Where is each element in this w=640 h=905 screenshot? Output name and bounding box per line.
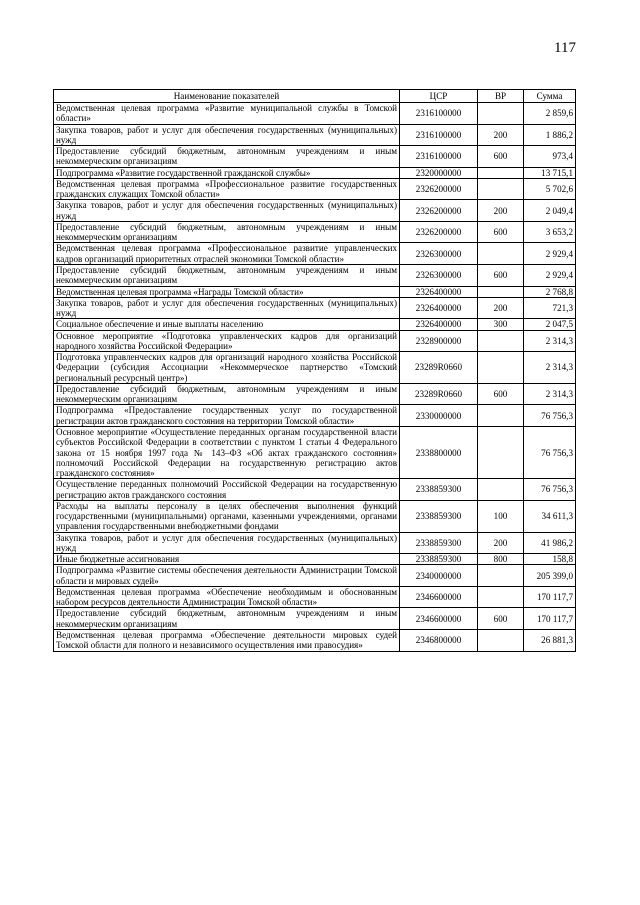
row-sum: 2 314,3 xyxy=(524,383,576,405)
row-name: Ведомственная целевая программа «Профессиональное развитие управленческих кадров организаций приоритетных отраслей экономики Томской области» xyxy=(54,243,400,265)
row-vr xyxy=(478,352,524,384)
row-name: Подготовка управленческих кадров для организаций народного хозяйства Российской Федерации (субсидия Ассоциации «Некоммерческое партнерство «Томский региональный ресурсный центр») xyxy=(54,352,400,384)
table-row xyxy=(54,426,576,478)
row-vr xyxy=(478,243,524,265)
row-csr: 2346600000 xyxy=(400,608,478,630)
row-csr: 2326300000 xyxy=(400,264,478,286)
table-row xyxy=(54,608,576,630)
row-name: Предоставление субсидий бюджетным, автономным учреждениям и иным некоммерческим организациям xyxy=(54,146,400,168)
table-row xyxy=(54,221,576,243)
row-sum: 2 047,5 xyxy=(524,319,576,330)
row-sum: 205 399,0 xyxy=(524,565,576,587)
row-vr xyxy=(478,330,524,352)
row-name: Подпрограмма «Предоставление государственных услуг по государственной регистрации актов гражданского состояния на территории Томской области» xyxy=(54,405,400,427)
row-sum: 3 653,2 xyxy=(524,221,576,243)
row-sum: 170 117,7 xyxy=(524,608,576,630)
row-csr: 2338859300 xyxy=(400,554,478,565)
row-vr: 200 xyxy=(478,200,524,222)
row-sum: 170 117,7 xyxy=(524,586,576,608)
row-vr xyxy=(478,586,524,608)
row-vr xyxy=(478,479,524,501)
table-row xyxy=(54,200,576,222)
row-name: Закупка товаров, работ и услуг для обеспечения государственных (муниципальных) нужд xyxy=(54,124,400,146)
table-row xyxy=(54,243,576,265)
table-row xyxy=(54,286,576,297)
row-sum: 2 859,6 xyxy=(524,103,576,125)
row-vr: 300 xyxy=(478,319,524,330)
row-vr: 600 xyxy=(478,146,524,168)
row-name: Ведомственная целевая программа «Награды Томской области» xyxy=(54,286,400,297)
row-csr: 2326400000 xyxy=(400,297,478,319)
row-csr: 23289R0660 xyxy=(400,352,478,384)
row-name: Предоставление субсидий бюджетным, автономным учреждениям и иным некоммерческим организациям xyxy=(54,608,400,630)
row-vr: 800 xyxy=(478,554,524,565)
row-sum: 158,8 xyxy=(524,554,576,565)
row-sum: 2 049,4 xyxy=(524,200,576,222)
row-vr: 100 xyxy=(478,500,524,532)
table-body xyxy=(54,103,576,652)
row-csr: 2326200000 xyxy=(400,200,478,222)
row-vr xyxy=(478,286,524,297)
table-row xyxy=(54,330,576,352)
row-name: Закупка товаров, работ и услуг для обеспечения государственных (муниципальных) нужд xyxy=(54,297,400,319)
row-name: Ведомственная целевая программа «Обеспечение деятельности мировых судей Томской области для полного и независимого осуществления ими правосудия» xyxy=(54,630,400,652)
row-vr: 600 xyxy=(478,221,524,243)
row-csr: 2346600000 xyxy=(400,586,478,608)
row-vr: 600 xyxy=(478,608,524,630)
row-sum: 41 986,2 xyxy=(524,532,576,554)
row-vr xyxy=(478,167,524,178)
row-name: Социальное обеспечение и иные выплаты населению xyxy=(54,319,400,330)
row-name: Предоставление субсидий бюджетным, автономным учреждениям и иным некоммерческим организациям xyxy=(54,221,400,243)
row-vr: 200 xyxy=(478,532,524,554)
row-name: Ведомственная целевая программа «Обеспечение необходимым и обоснованным набором ресурсов деятельности Администрации Томской области» xyxy=(54,586,400,608)
table-row xyxy=(54,178,576,200)
row-name: Иные бюджетные ассигнования xyxy=(54,554,400,565)
row-vr: 200 xyxy=(478,297,524,319)
row-vr xyxy=(478,178,524,200)
row-csr: 2326300000 xyxy=(400,243,478,265)
row-name: Расходы на выплаты персоналу в целях обеспечения выполнения функций государственными (муниципальными) органами, казенными учреждениями, органами управления государственными внебюджетными фондами xyxy=(54,500,400,532)
page-number: 117 xyxy=(554,40,576,56)
table-row xyxy=(54,124,576,146)
row-sum: 721,3 xyxy=(524,297,576,319)
budget-table xyxy=(53,89,576,652)
row-sum: 5 702,6 xyxy=(524,178,576,200)
row-name: Подпрограмма «Развитие государственной гражданской службы» xyxy=(54,167,400,178)
row-sum: 2 929,4 xyxy=(524,243,576,265)
header-sum: Сумма xyxy=(524,90,576,103)
row-vr: 600 xyxy=(478,264,524,286)
row-csr: 2338800000 xyxy=(400,426,478,478)
row-csr: 2326400000 xyxy=(400,286,478,297)
row-sum: 2 768,8 xyxy=(524,286,576,297)
row-sum: 13 715,1 xyxy=(524,167,576,178)
row-vr xyxy=(478,630,524,652)
table-row xyxy=(54,383,576,405)
row-vr xyxy=(478,565,524,587)
row-sum: 973,4 xyxy=(524,146,576,168)
table-row xyxy=(54,264,576,286)
table-row xyxy=(54,479,576,501)
row-name: Ведомственная целевая программа «Развитие муниципальной службы в Томской области» xyxy=(54,103,400,125)
row-name: Основное мероприятие «Подготовка управленческих кадров для организаций народного хозяйства Российской Федерации» xyxy=(54,330,400,352)
row-csr: 2338859300 xyxy=(400,532,478,554)
row-sum: 2 929,4 xyxy=(524,264,576,286)
row-csr: 2320000000 xyxy=(400,167,478,178)
row-name: Закупка товаров, работ и услуг для обеспечения государственных (муниципальных) нужд xyxy=(54,532,400,554)
row-name: Ведомственная целевая программа «Профессиональное развитие государственных гражданских служащих Томской области» xyxy=(54,178,400,200)
table-row xyxy=(54,297,576,319)
table-row xyxy=(54,146,576,168)
row-sum: 76 756,3 xyxy=(524,405,576,427)
row-name: Подпрограмма «Развитие системы обеспечения деятельности Администрации Томской области и мировых судей» xyxy=(54,565,400,587)
row-csr: 2316100000 xyxy=(400,103,478,125)
row-csr: 2326400000 xyxy=(400,319,478,330)
row-sum: 2 314,3 xyxy=(524,352,576,384)
row-csr: 23289R0660 xyxy=(400,383,478,405)
row-sum: 76 756,3 xyxy=(524,479,576,501)
table-row xyxy=(54,405,576,427)
row-vr xyxy=(478,426,524,478)
row-sum: 26 881,3 xyxy=(524,630,576,652)
row-vr: 200 xyxy=(478,124,524,146)
table-row xyxy=(54,554,576,565)
row-csr: 2326200000 xyxy=(400,221,478,243)
header-name: Наименование показателей xyxy=(54,90,400,103)
row-vr xyxy=(478,405,524,427)
row-csr: 2326200000 xyxy=(400,178,478,200)
table-row xyxy=(54,532,576,554)
row-sum: 76 756,3 xyxy=(524,426,576,478)
row-name: Предоставление субсидий бюджетным, автономным учреждениям и иным некоммерческим организациям xyxy=(54,264,400,286)
row-csr: 2338859300 xyxy=(400,500,478,532)
row-csr: 2316100000 xyxy=(400,124,478,146)
row-name: Основное мероприятие «Осуществление переданных органам государственной власти субъектов Российской Федерации в соответствии с пунктом 1 статьи 4 Федерального закона от 15 ноября 1997 года № 143–ФЗ «Об актах гражданского состояния» полномочий Российской Федерации на государственную регистрацию актов гражданского состояния» xyxy=(54,426,400,478)
row-name: Осуществление переданных полномочий Российской Федерации на государственную регистрацию актов гражданского состояния xyxy=(54,479,400,501)
row-name: Закупка товаров, работ и услуг для обеспечения государственных (муниципальных) нужд xyxy=(54,200,400,222)
row-csr: 2330000000 xyxy=(400,405,478,427)
table-row xyxy=(54,319,576,330)
row-csr: 2340000000 xyxy=(400,565,478,587)
row-sum: 1 886,2 xyxy=(524,124,576,146)
row-sum: 2 314,3 xyxy=(524,330,576,352)
table-header-row xyxy=(54,90,576,103)
table-row xyxy=(54,586,576,608)
row-name: Предоставление субсидий бюджетным, автономным учреждениям и иным некоммерческим организациям xyxy=(54,383,400,405)
table-row xyxy=(54,103,576,125)
row-csr: 2338859300 xyxy=(400,479,478,501)
row-csr: 2316100000 xyxy=(400,146,478,168)
row-csr: 2346800000 xyxy=(400,630,478,652)
header-vr: ВР xyxy=(478,90,524,103)
table-row xyxy=(54,167,576,178)
table-row xyxy=(54,630,576,652)
row-csr: 2328900000 xyxy=(400,330,478,352)
table-row xyxy=(54,565,576,587)
table-row xyxy=(54,352,576,384)
header-csr: ЦСР xyxy=(400,90,478,103)
row-sum: 34 611,3 xyxy=(524,500,576,532)
table-row xyxy=(54,500,576,532)
row-vr: 600 xyxy=(478,383,524,405)
row-vr xyxy=(478,103,524,125)
